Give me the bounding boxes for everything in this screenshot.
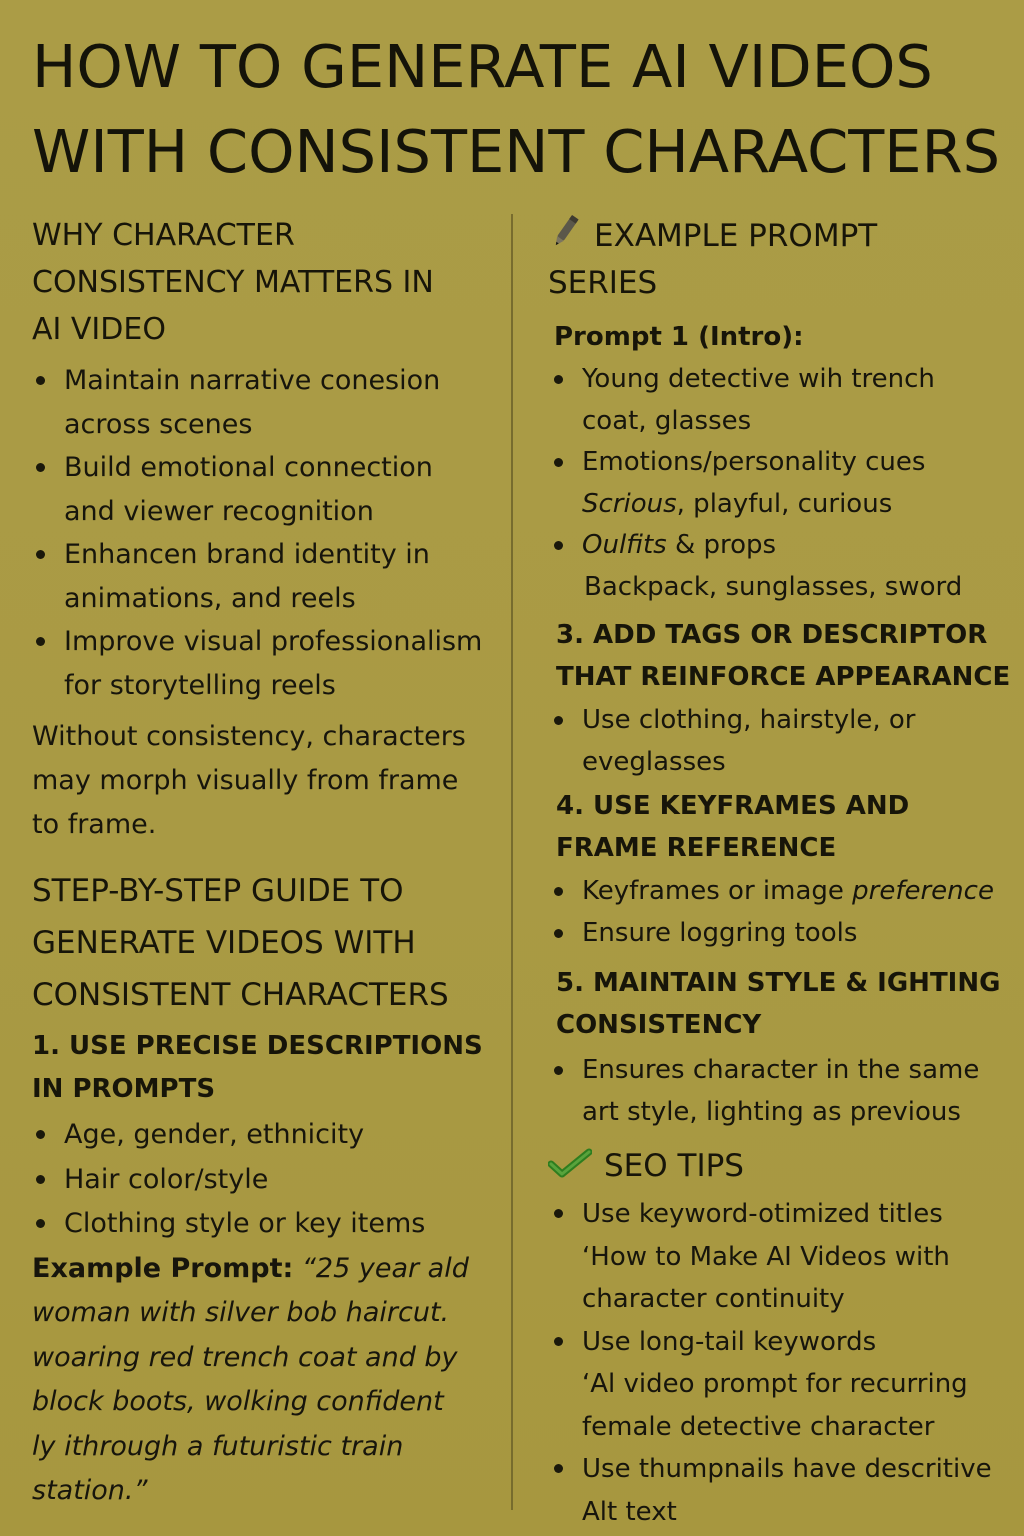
heading-line: 4. USE KEYFRAMES AND — [556, 791, 910, 821]
bullet-icon — [554, 716, 563, 725]
list-item-text: for storytelling reels — [64, 669, 336, 701]
heading-line: 5. MAINTAIN STYLE & IGHTING — [556, 968, 1001, 998]
right-column — [548, 210, 1018, 1533]
example-prompt-text: ly ithrough a futuristic train — [32, 1430, 404, 1462]
title-line-2: WITH CONSISTENT CHARACTERS — [32, 117, 1001, 186]
list-item — [32, 446, 510, 533]
bullet-icon — [554, 887, 563, 896]
list-item-text: Backpack, sunglasses, sword — [584, 571, 963, 602]
bullet-icon — [554, 458, 563, 467]
italic-text: preference — [852, 876, 994, 906]
list-item — [550, 871, 1018, 913]
bullet-icon — [554, 1464, 563, 1473]
note-line: Without consistency, characters — [32, 721, 466, 752]
why-consistency-list — [32, 359, 510, 707]
bullet-icon — [36, 550, 45, 559]
heading-line: WHY CHARACTER — [32, 218, 295, 253]
list-item-text: Age, gender, ethnicity — [64, 1119, 365, 1150]
plain-text: Keyframes or image — [582, 876, 853, 906]
step-1-heading — [32, 1025, 510, 1111]
consistency-note — [32, 715, 510, 847]
list-item — [32, 1202, 510, 1247]
list-item-text: female detective character — [582, 1411, 935, 1442]
heading-line — [548, 212, 1018, 260]
list-item-text: across scenes — [64, 408, 253, 440]
example-prompt-line — [32, 1247, 510, 1292]
column-divider — [511, 214, 513, 1510]
list-item — [550, 700, 1018, 783]
prompt-1-list — [550, 359, 1018, 608]
list-item — [550, 359, 1018, 442]
list-item-text: eveglasses — [582, 746, 726, 777]
italic-text: Scrious — [582, 488, 677, 519]
list-item-text: art style, lighting as previous — [582, 1096, 961, 1127]
list-item-text: Ensures character in the same — [582, 1055, 980, 1085]
heading-line: IN PROMPTS — [32, 1074, 216, 1104]
list-item — [550, 1448, 1018, 1533]
list-item — [32, 533, 510, 620]
list-item-text: Improve visual professionalism — [64, 626, 483, 657]
list-item-text: Use clothing, hairstyle, or — [582, 705, 916, 735]
heading-line: THAT REINFORCE APPEARANCE — [556, 662, 1011, 692]
bullet-icon — [36, 1175, 45, 1184]
list-item-text — [582, 484, 1018, 526]
step-3-list — [550, 700, 1018, 783]
list-item — [550, 1050, 1018, 1133]
bullet-icon — [36, 1130, 45, 1139]
list-item-text: Emotions/personality cues — [582, 447, 926, 477]
step-3-heading — [556, 614, 1018, 698]
list-item-text: and viewer recognition — [64, 495, 374, 527]
seo-tips-list — [550, 1193, 1018, 1533]
list-item-text: Use keyword-otimized titles — [582, 1199, 943, 1229]
heading-line: SERIES — [548, 265, 658, 301]
list-item-text: Use long-tail keywords — [582, 1326, 877, 1357]
example-prompt-text: woaring red trench coat and by — [32, 1341, 458, 1373]
list-item-text: Enhancen brand identity in — [64, 539, 430, 570]
heading-line: CONSISTENT CHARACTERS — [32, 977, 449, 1013]
example-prompt-label: Example Prompt: — [32, 1252, 294, 1284]
list-item-text: Young detective wih trench — [582, 364, 935, 394]
step-5-heading — [556, 962, 1018, 1046]
heading-line: AI VIDEO — [32, 312, 166, 347]
note-line: to frame. — [32, 809, 157, 840]
heading-line: STEP-BY-STEP GUIDE TO — [32, 873, 404, 909]
checkmark-icon — [548, 1148, 592, 1178]
step-4-list — [550, 871, 1018, 954]
title-line-1: HOW TO GENERATE AI VIDEOS — [32, 32, 933, 101]
bullet-icon — [554, 541, 563, 550]
list-item-text — [582, 525, 1018, 567]
left-column — [32, 210, 510, 1514]
list-item — [550, 1193, 1018, 1321]
heading-line: GENERATE VIDEOS WITH — [32, 925, 416, 961]
bullet-icon — [36, 376, 45, 385]
list-item-text: Build emotional connection — [64, 452, 433, 483]
heading-text: EXAMPLE PROMPT — [594, 218, 878, 254]
list-item — [550, 525, 1018, 608]
list-item-text: Hair color/style — [64, 1163, 269, 1195]
bullet-icon — [554, 1209, 563, 1218]
bullet-icon — [36, 1219, 45, 1228]
list-item-text: Maintain narrative conesion — [64, 365, 441, 396]
seo-tips-heading — [548, 1143, 1018, 1189]
list-item-text: Ensure loggring tools — [582, 917, 858, 948]
bullet-icon — [554, 929, 563, 938]
step-1-list — [32, 1113, 510, 1247]
bullet-icon — [554, 1337, 563, 1346]
heading-line: CONSISTENCY — [556, 1010, 762, 1040]
list-item — [32, 620, 510, 707]
list-item — [550, 913, 1018, 955]
list-item — [550, 442, 1018, 525]
list-item — [550, 1321, 1018, 1449]
list-item-text: ‘How to Make AI Videos with — [582, 1241, 950, 1272]
bullet-icon — [36, 463, 45, 472]
example-series-heading — [548, 212, 1018, 307]
example-prompt — [32, 1247, 510, 1514]
list-item-text: Use thumpnails have descritive — [582, 1454, 992, 1484]
heading-line: CONSISTENCY MATTERS IN — [32, 265, 434, 300]
note-line: may morph visually from frame — [32, 765, 459, 796]
bullet-icon — [554, 375, 563, 384]
list-item — [32, 1158, 510, 1203]
heading-line: 1. USE PRECISE DESCRIPTIONS — [32, 1031, 483, 1061]
plain-text: , playful, curious — [676, 488, 893, 519]
prompt-1-label — [554, 315, 1018, 359]
list-item-text: Alt text — [582, 1496, 677, 1527]
list-item-text: Clothing style or key items — [64, 1208, 426, 1239]
list-item-text: character continuity — [582, 1284, 845, 1314]
list-item-text: animations, and reels — [64, 582, 356, 614]
heading-line — [548, 1143, 1018, 1189]
why-consistency-heading — [32, 212, 510, 353]
bullet-icon — [554, 1066, 563, 1075]
page-title — [32, 24, 1022, 194]
step-5-list — [550, 1050, 1018, 1133]
step-4-heading — [556, 785, 1018, 869]
example-prompt-text: station.” — [32, 1475, 148, 1506]
example-prompt-text: “25 year ald — [301, 1252, 469, 1284]
heading-line: 3. ADD TAGS OR DESCRIPTOR — [556, 620, 988, 650]
plain-text: & props — [666, 530, 777, 560]
list-item-text: coat, glasses — [582, 405, 752, 436]
example-prompt-text: block boots, wolking confident — [32, 1386, 444, 1417]
list-item — [32, 1113, 510, 1158]
example-prompt-text: woman with silver bob haircut. — [32, 1297, 450, 1328]
pencil-icon — [548, 212, 582, 252]
heading-text: SEO TIPS — [604, 1148, 744, 1184]
italic-text: Oulfits — [582, 530, 667, 560]
bullet-icon — [36, 637, 45, 646]
list-item-text: ‘Al video prompt for recurring — [582, 1369, 968, 1399]
heading-text: Prompt 1 (Intro): — [554, 322, 804, 352]
step-by-step-heading — [32, 865, 510, 1021]
list-item — [32, 359, 510, 446]
heading-line: FRAME REFERENCE — [556, 833, 837, 863]
list-item-text — [582, 871, 1018, 913]
